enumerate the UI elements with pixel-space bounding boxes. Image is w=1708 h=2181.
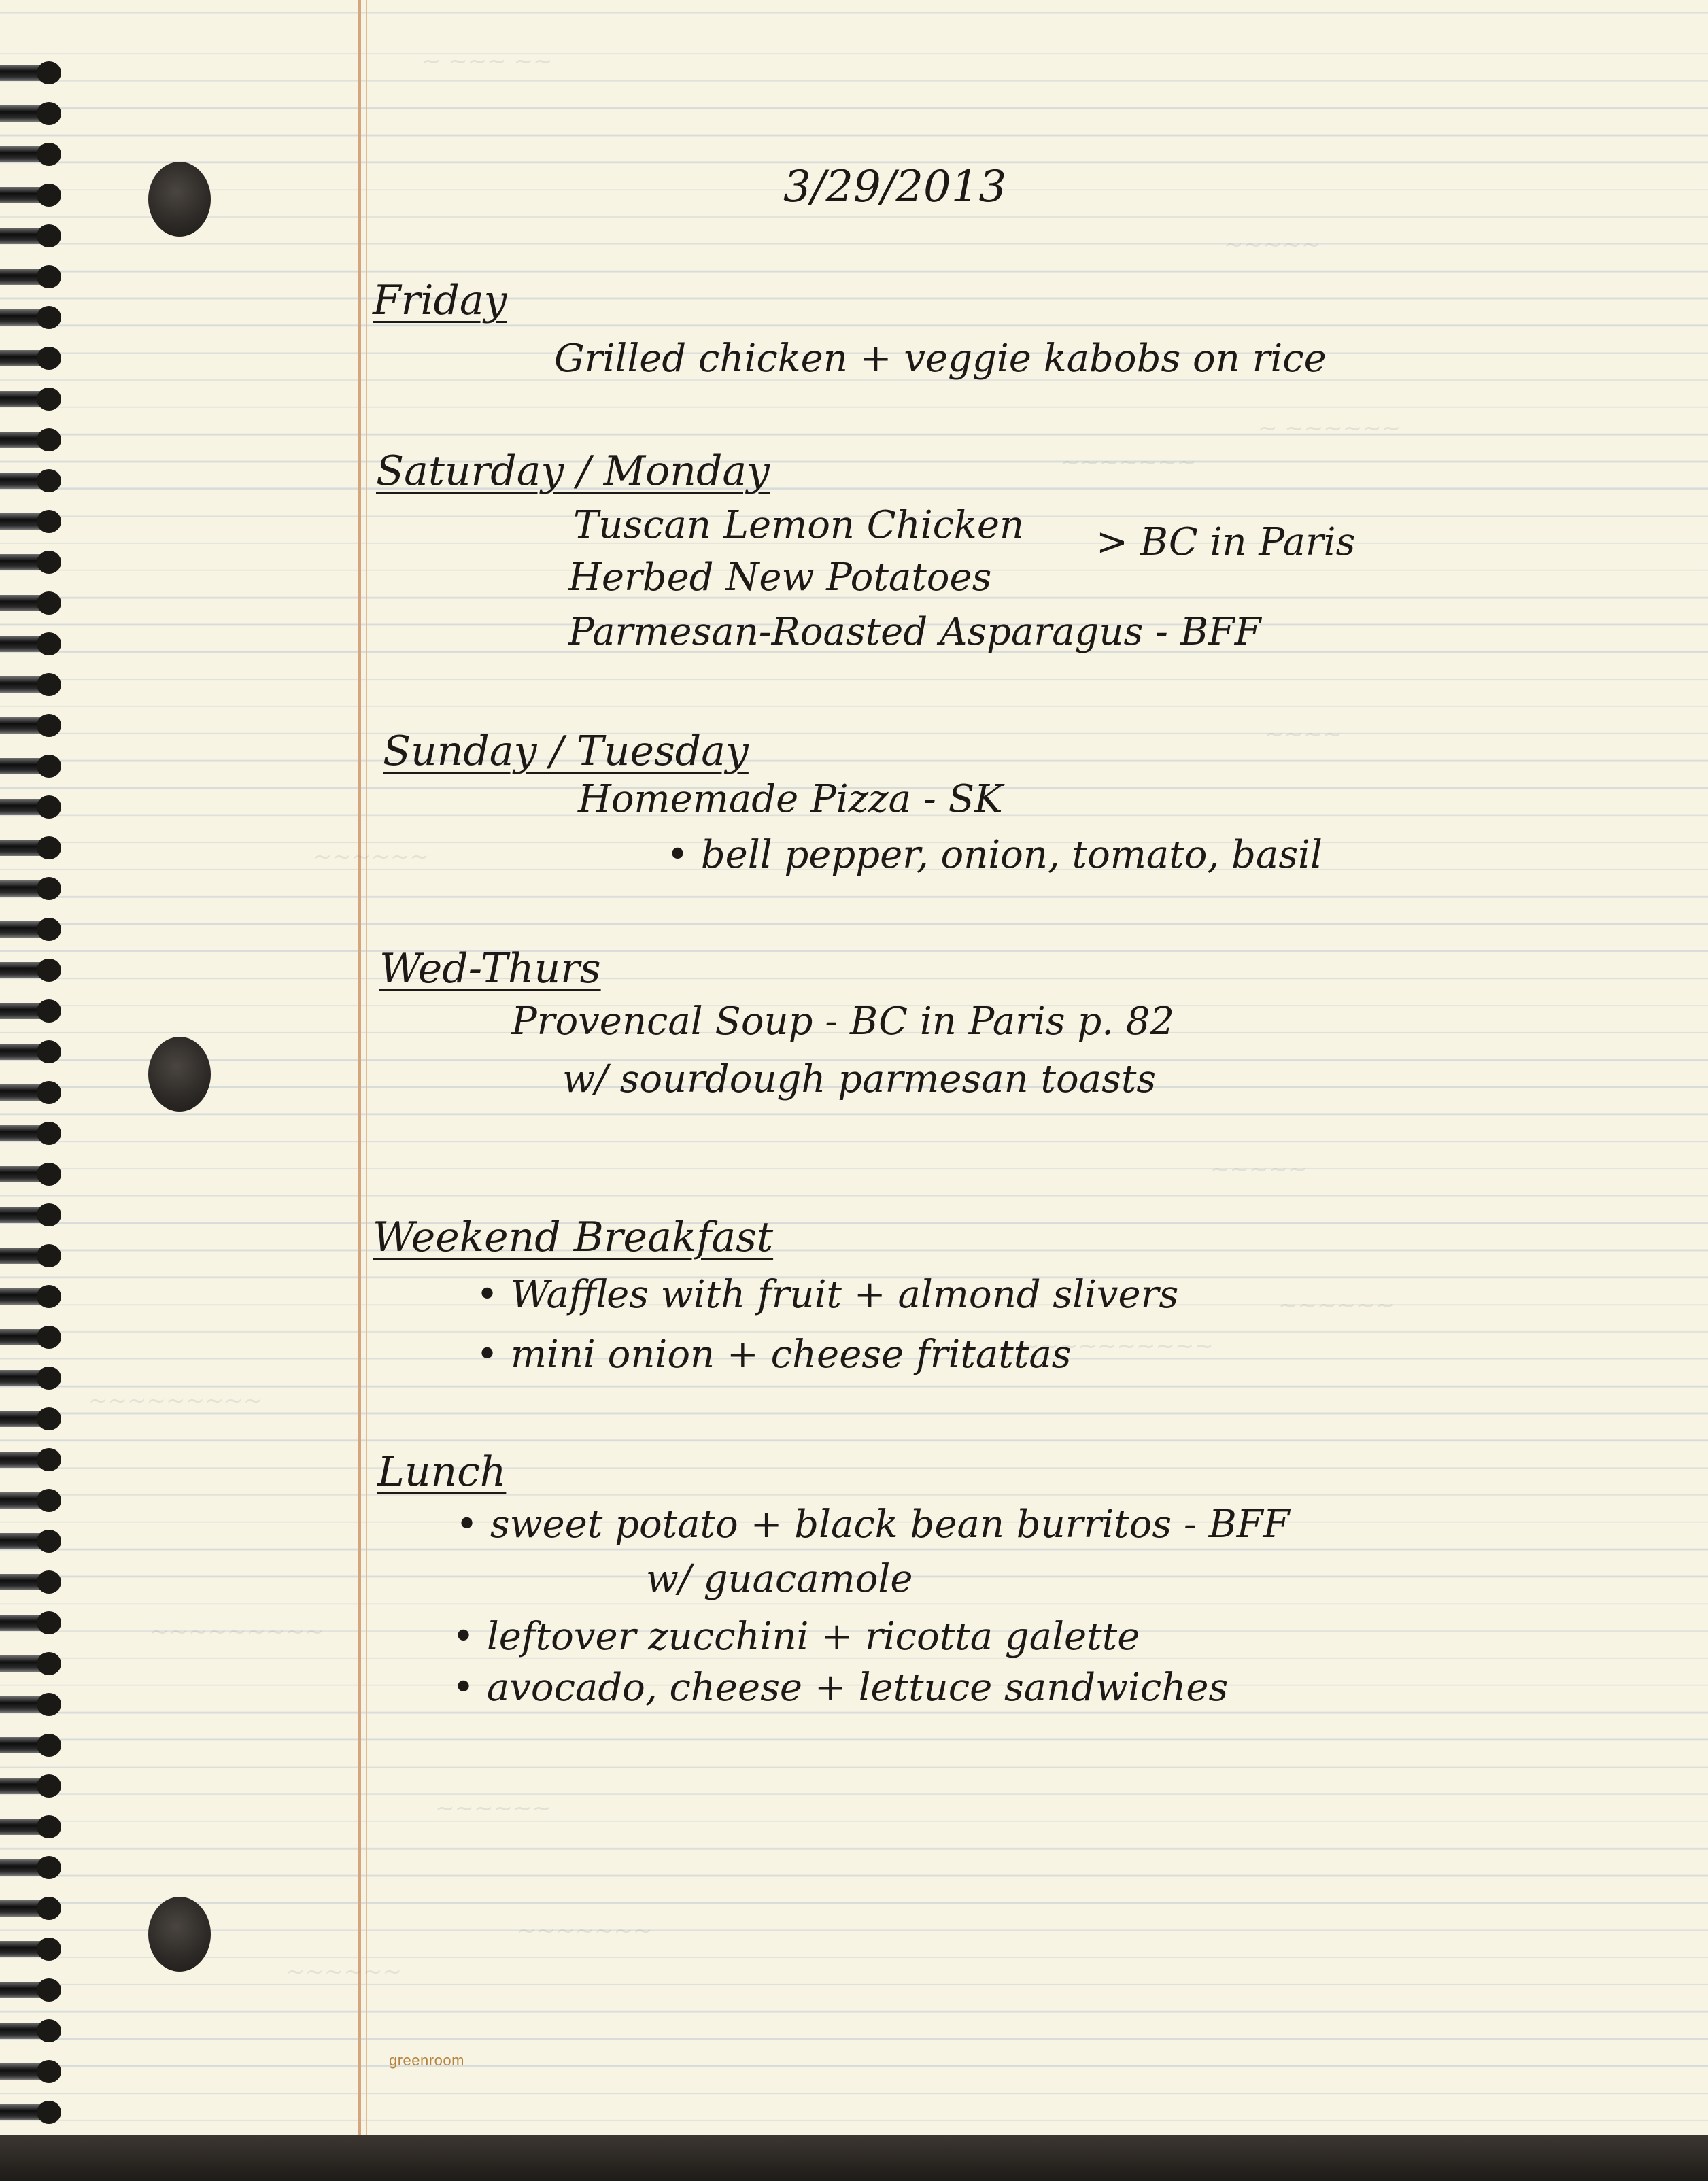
spiral-hole [37,1448,61,1471]
spiral-hole [37,1326,61,1349]
spiral-hole [37,1570,61,1594]
spiral-hole [37,999,61,1023]
spiral-hole [37,1815,61,1838]
day-heading-saturday-monday: Saturday / Monday [376,447,770,495]
spiral-hole [37,755,61,778]
spiral-hole [37,184,61,207]
spiral-hole [37,1081,61,1104]
day-heading-wed-thurs: Wed-Thurs [379,945,601,993]
spiral-hole [37,959,61,982]
date: 3/29/2013 [783,162,1007,212]
spiral-hole [37,510,61,533]
spiral-hole [37,428,61,451]
spiral-hole [37,1163,61,1186]
friday-meal: Grilled chicken + veggie kabobs on rice [554,337,1327,381]
heading-lunch: Lunch [377,1448,507,1496]
spiral-hole [37,1040,61,1063]
spiral-hole [37,1774,61,1798]
spiral-hole [37,2101,61,2124]
spiral-hole [37,1938,61,1961]
breakfast-item-2: • mini onion + cheese fritattas [476,1333,1072,1377]
spiral-hole [37,673,61,696]
spiral-hole [37,1897,61,1920]
lunch-item-2: • leftover zucchini + ricotta galette [452,1615,1140,1659]
lunch-item-1-note: w/ guacamole [646,1557,913,1601]
spiral-hole [37,1489,61,1512]
spiral-hole [37,347,61,370]
spiral-hole [37,714,61,737]
spiral-hole [37,143,61,166]
margin-line [358,0,361,2135]
spiral-hole [37,1693,61,1716]
lunch-item-1: • sweet potato + black bean burritos - BFF [456,1502,1290,1547]
spiral-hole [37,469,61,492]
spiral-hole [37,2060,61,2083]
spiral-hole [37,795,61,819]
margin-line [366,0,367,2135]
spiral-hole [37,1856,61,1879]
spiral-hole [37,265,61,288]
spiral-hole [37,1407,61,1430]
spiral-hole [37,877,61,900]
saturday-veg: Parmesan-Roasted Asparagus - BFF [568,610,1261,654]
spiral-hole [37,388,61,411]
spiral-hole [37,306,61,329]
spiral-hole [37,1203,61,1226]
spiral-hole [37,61,61,84]
breakfast-item-1: • Waffles with fruit + almond slivers [476,1273,1179,1317]
sunday-main: Homemade Pizza - SK [578,777,1003,821]
scan-edge [0,2135,1708,2181]
spiral-hole [37,1611,61,1634]
spiral-hole [37,1122,61,1145]
spiral-hole [37,1530,61,1553]
wed-main: Provencal Soup - BC in Paris p. 82 [511,999,1175,1044]
spiral-hole [37,1244,61,1267]
day-heading-friday: Friday [373,277,507,324]
spiral-hole [37,836,61,859]
spiral-hole [37,102,61,125]
spiral-hole [37,632,61,655]
spiral-hole [37,1367,61,1390]
saturday-main: Tuscan Lemon Chicken [573,503,1025,547]
spiral-hole [37,2019,61,2042]
spiral-hole [37,1285,61,1308]
punch-hole [148,1897,211,1972]
notebook-page: ~ ~~~ ~~ ~~~~~ ~ ~~~~~~ ~~~~~~~ ~~~~ ~~~~~~ ~~~~~ ~~~~~~ ~~~~~~~~~ ~~~~~~~~~~ ~~~~~~~~~ ~~~~~~ ~~~~~~~ ~~~~~~ 3/29/2013 Friday Grilled chicken + veggie kabobs on rice Saturday / Monday Tuscan Lemon Chicken Herbed New Potatoes > BC in Paris Parmesan-Roasted Asparagus - BFF Sunday / Tuesday Homemade Pizza - SK • bell pepper, onion, tomato, basil Wed-Thurs Provencal Soup - BC in Paris p. 82 w/ sourdough parmesan toasts Weekend Breakfast • Waffles with fruit + almond slivers • mini onion + cheese fritattas Lunch • sweet potato + black bean burritos - BFF w/ guacamole • leftover zucchini + ricotta galette • avocado, cheese + lettuce sandwiches greenroom [0,0,1708,2135]
lunch-item-3: • avocado, cheese + lettuce sandwiches [452,1666,1229,1710]
spiral-hole [37,1734,61,1757]
wed-side: w/ sourdough parmesan toasts [562,1057,1157,1101]
spiral-hole [37,224,61,247]
spiral-hole [37,551,61,574]
sunday-toppings: • bell pepper, onion, tomato, basil [666,833,1322,877]
saturday-source: > BC in Paris [1096,520,1356,564]
brand-mark: greenroom [389,2052,464,2069]
heading-weekend-breakfast: Weekend Breakfast [373,1214,774,1261]
punch-hole [148,1037,211,1112]
spiral-hole [37,1652,61,1675]
saturday-side: Herbed New Potatoes [568,555,992,600]
spiral-hole [37,918,61,941]
spiral-hole [37,591,61,615]
punch-hole [148,162,211,237]
day-heading-sunday-tuesday: Sunday / Tuesday [383,727,749,775]
spiral-hole [37,1978,61,2002]
